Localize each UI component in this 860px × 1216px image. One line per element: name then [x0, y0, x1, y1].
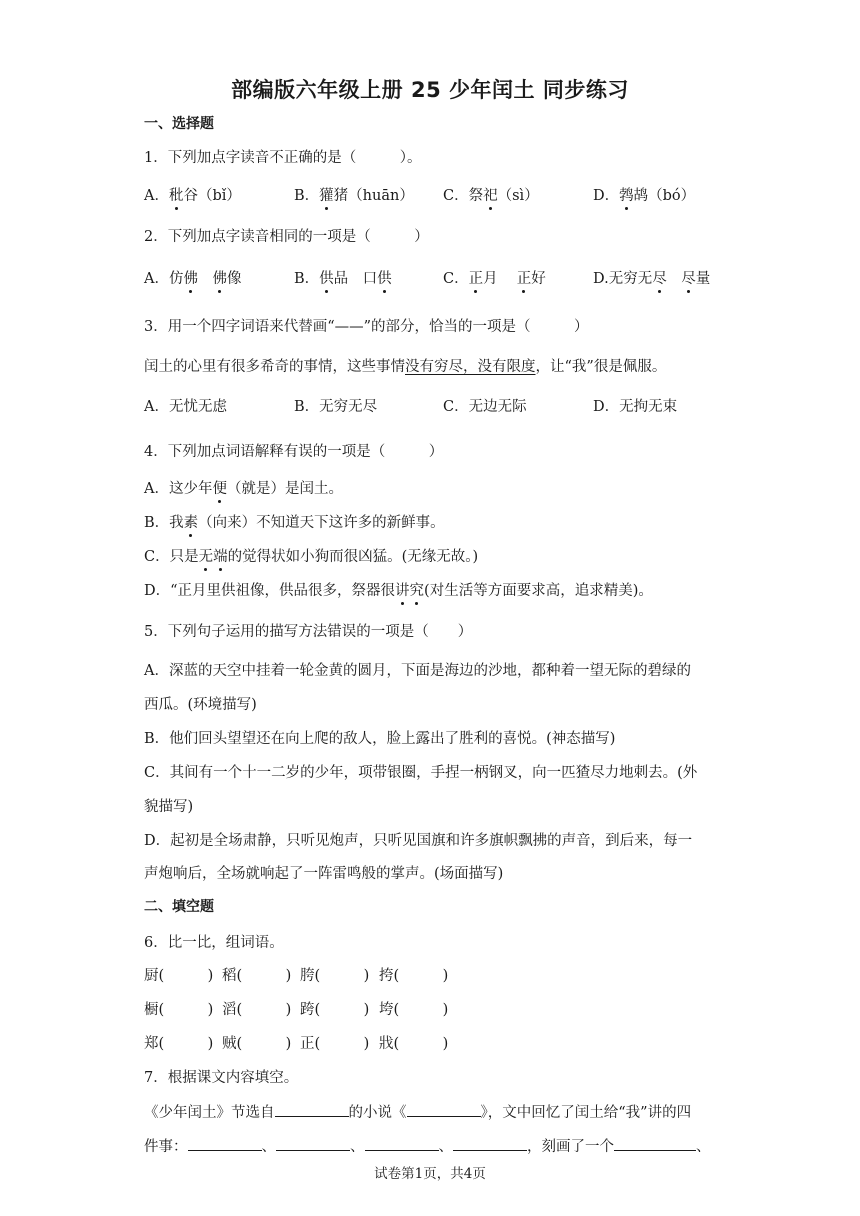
word-pair-cell: 稻( )	[222, 968, 292, 984]
emphasis-dot-char: 端	[213, 545, 228, 566]
word-pair-cell: 厨( )	[144, 968, 214, 984]
question-2-stem: 2．下列加点字读音相同的一项是（ ）	[144, 229, 429, 245]
emphasis-dot-char: 尽	[681, 267, 696, 288]
word-pair-cell: 戕( )	[379, 1036, 449, 1052]
question-5-option-c-line2: 貌描写)	[144, 799, 194, 815]
question-3-stem: 3．用一个四字词语来代替画“——”的部分，恰当的一项是（ ）	[144, 319, 589, 335]
question-5-option-b: B．他们回头望望还在向上爬的敌人，脸上露出了胜利的喜悦。(神态描写)	[144, 731, 616, 747]
word-pair-cell: 滔( )	[222, 1002, 292, 1018]
question-3-context: 闰土的心里有很多希奇的事情，这些事情没有穷尽，没有限度，让“我”很是佩服。	[144, 359, 667, 375]
emphasis-dot-char: 素	[184, 511, 199, 532]
emphasis-dot-char: 供	[319, 267, 334, 288]
emphasis-dot-char: 究	[410, 579, 425, 600]
section-heading-fill: 二、填空题	[144, 899, 214, 915]
word-pair-cell: 胯( )	[300, 968, 370, 984]
question-5-stem: 5．下列句子运用的描写方法错误的一项是（ ）	[144, 624, 473, 640]
page-footer: 试卷第1页，共4页	[374, 1166, 486, 1182]
word-pair-cell: 郑( )	[144, 1036, 214, 1052]
fill-blank[interactable]	[188, 1136, 262, 1151]
question-5-option-d-line1: D．起初是全场肃静，只听见炮声，只听见国旗和许多旗帜飘拂的声音，到后来，每一	[144, 833, 693, 849]
emphasis-dot-char: 獾	[319, 184, 334, 205]
question-7-line1: 《少年闰土》节选自 的小说《 》，文中回忆了闰土给“我”讲的四	[144, 1101, 691, 1122]
question-3-option-b: B．无穷无尽	[294, 399, 378, 415]
question-2-option-c: C．正月 正好	[443, 267, 546, 288]
question-5-option-a-line2: 西瓜。(环境描写)	[144, 697, 257, 713]
question-5-option-d-line2: 声炮响后，全场就响起了一阵雷鸣般的掌声。(场面描写)	[144, 866, 504, 882]
question-4-option-b: B．我素（向来）不知道天下这许多的新鲜事。	[144, 511, 445, 532]
question-4-option-c: C．只是无端的觉得状如小狗而很凶猛。(无缘无故。)	[144, 545, 478, 566]
question-2-option-d: D.无穷无尽 尽量	[593, 267, 710, 288]
page-title: 部编版六年级上册 25 少年闰土 同步练习	[231, 78, 629, 102]
question-1-option-d: D．鹁鸪（bó）	[593, 184, 695, 205]
question-4-option-a: A．这少年便（就是）是闰土。	[144, 477, 343, 498]
question-7-line2: 件事： 、 、 、 ，刻画了一个 、	[144, 1135, 711, 1156]
question-5-option-a-line1: A．深蓝的天空中挂着一轮金黄的圆月，下面是海边的沙地，都种着一望无际的碧绿的	[144, 663, 691, 679]
emphasis-dot-char: 尽	[652, 267, 667, 288]
emphasis-dot-char: 便	[212, 477, 227, 498]
question-1-option-b: B．獾猪（huān）	[294, 184, 414, 205]
word-pair-cell: 橱( )	[144, 1002, 214, 1018]
question-5-option-c-line1: C．其间有一个十一二岁的少年，项带银圈，手捏一柄钢叉，向一匹猹尽力地刺去。(外	[144, 765, 698, 781]
emphasis-dot-char: 无	[199, 545, 214, 566]
emphasis-dot-char: 正	[469, 267, 484, 288]
fill-blank[interactable]	[407, 1102, 481, 1117]
word-pair-cell: 挎( )	[379, 968, 449, 984]
question-3-option-d: D．无拘无束	[593, 399, 678, 415]
section-heading-choice: 一、选择题	[144, 116, 214, 132]
question-1-stem: 1．下列加点字读音不正确的是（ ）。	[144, 150, 422, 166]
question-1-option-a: A．秕谷（bǐ）	[144, 184, 241, 205]
emphasis-dot-char: 祀	[483, 184, 498, 205]
fill-blank[interactable]	[276, 1136, 350, 1151]
question-2-option-a: A．仿佛 佛像	[144, 267, 241, 288]
word-pair-cell: 跨( )	[300, 1002, 370, 1018]
question-1-option-c: C．祭祀（sì）	[443, 184, 539, 205]
question-4-stem: 4．下列加点词语解释有误的一项是（ ）	[144, 444, 444, 460]
emphasis-dot-char: 秕	[169, 184, 184, 205]
fill-blank[interactable]	[614, 1136, 696, 1151]
emphasis-dot-char: 鹁	[619, 184, 634, 205]
word-pair-cell: 垮( )	[379, 1002, 449, 1018]
emphasis-dot-char: 供	[377, 267, 392, 288]
fill-blank[interactable]	[275, 1102, 349, 1117]
emphasis-dot-char: 佛	[183, 267, 198, 288]
emphasis-dot-char: 讲	[395, 579, 410, 600]
question-7-stem: 7．根据课文内容填空。	[144, 1070, 299, 1086]
emphasis-dot-char: 正	[517, 267, 532, 288]
word-pair-cell: 贼( )	[222, 1036, 292, 1052]
question-4-option-d: D．“正月里供祖像，供品很多，祭器很讲究(对生活等方面要求高，追求精美)。	[144, 579, 653, 600]
underlined-phrase: 没有穷尽，没有限度	[405, 359, 536, 375]
fill-blank[interactable]	[365, 1136, 439, 1151]
emphasis-dot-char: 佛	[212, 267, 227, 288]
question-2-option-b: B．供品 口供	[294, 267, 392, 288]
question-3-option-a: A．无忧无虑	[144, 399, 227, 415]
fill-blank[interactable]	[453, 1136, 527, 1151]
question-3-option-c: C．无边无际	[443, 399, 527, 415]
word-pair-cell: 正( )	[300, 1036, 370, 1052]
question-6-stem: 6．比一比，组词语。	[144, 935, 284, 951]
